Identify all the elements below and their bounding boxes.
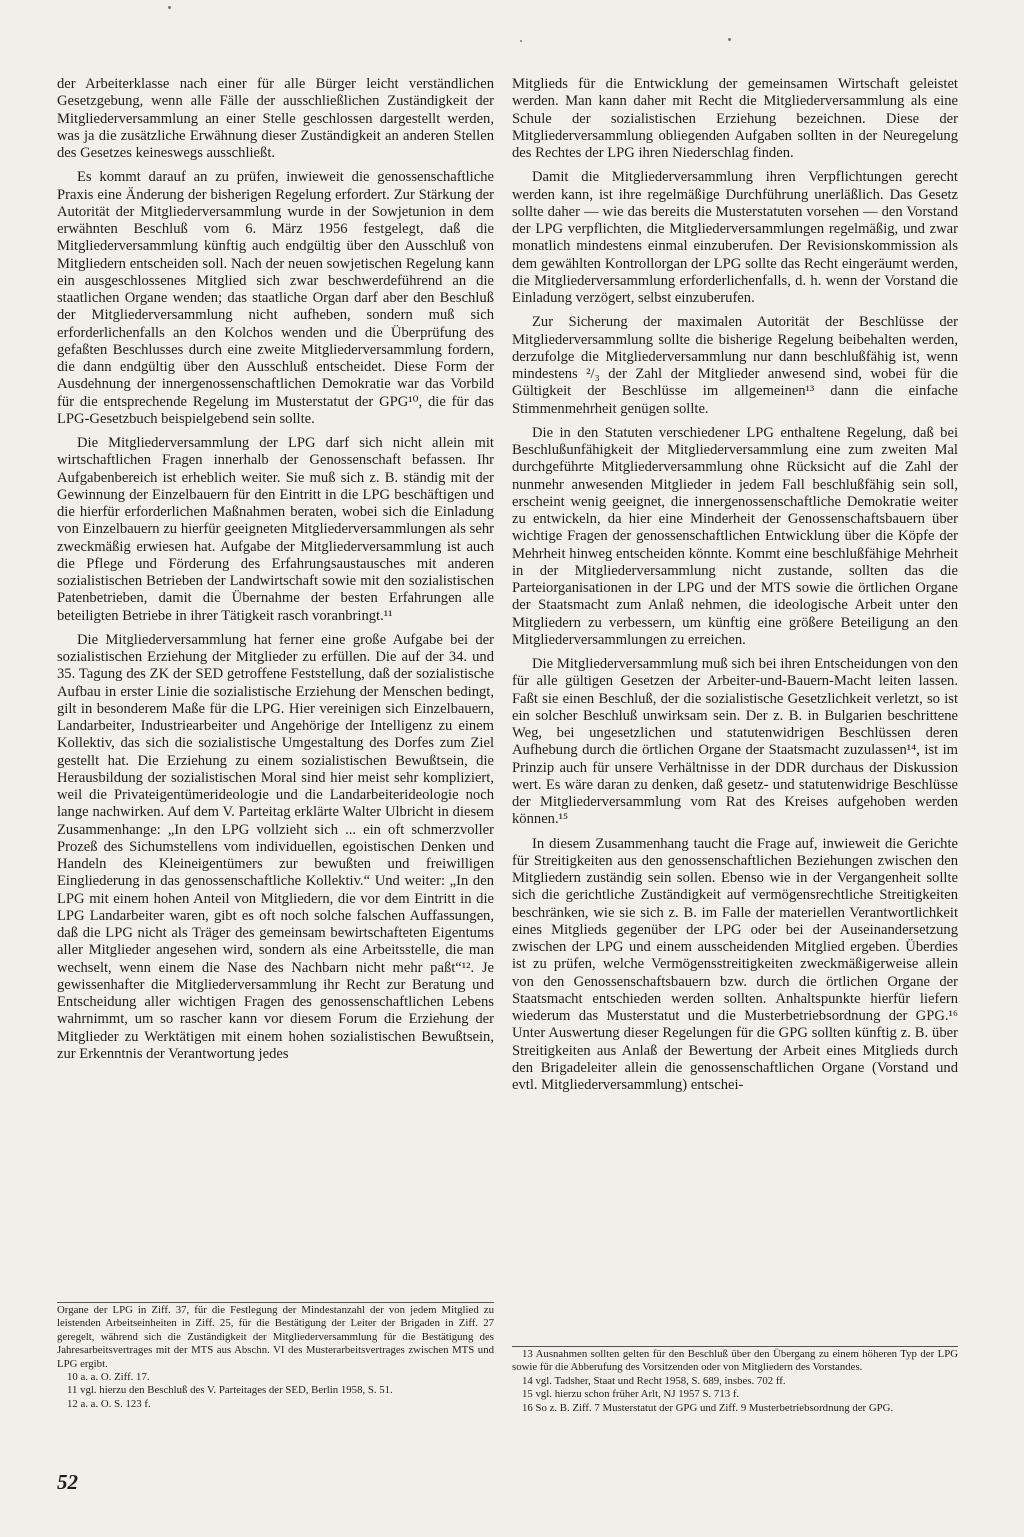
left-column xyxy=(57,76,494,1070)
paragraph: Die Mitgliederversammlung muß sich bei ihren Entscheidungen von den für alle gültigen Gesetzen der Arbeiter-und-Bauern-Macht leiten lassen. Faßt sie einen Beschluß, der die sozialistische Gesetzlichkeit verletzt, so ist ein solcher Beschluß unwirksam sein. Der z. B. in Bulgarien beschrittene Weg, bei ungesetzlichen und statutenwidrigen Beschlüssen deren Aufhebung durch die örtlichen Organe der Staatsmacht zuzulassen¹⁴, ist im Prinzip auch für unsere Verhältnisse in der DDR durchaus der Diskussion wert. Es wäre daran zu denken, daß gesetz- und statutenwidrige Beschlüsse der Mitgliederversammlung vom Rat des Kreises aufgehoben werden können.¹⁵ xyxy=(512,656,958,828)
footnote: 16 So z. B. Ziff. 7 Musterstatut der GPG und Ziff. 9 Musterbetriebsordnung der GPG. xyxy=(522,1401,894,1414)
print-speck xyxy=(728,38,731,41)
paragraph: Die Mitgliederversammlung der LPG darf sich nicht allein mit wirtschaftlichen Fragen innerhalb der Genossenschaft befassen. Ihr Aufgabenbereich ist erheblich weiter. Sie muß sich z. B. ständig mit der Gewinnung der Einzelbauern für den Eintritt in die LPG beschäftigen und die hierfür erforderlichen Maßnahmen beraten, wobei sich die Einladung von Einzelbauern zu hierfür geeigneten Mitgliederversammlungen als sehr zweckmäßig erwiesen hat. Aufgabe der Mitgliederversammlung ist auch die Pflege und Förderung des Erfahrungsaustausches mit anderen sozialistischen Betrieben der Landwirtschaft sowie mit den sozialistischen Patenbetrieben, damit die Übernahme der besten Erfahrungen alle beteiligten Betriebe in ihrer Tätigkeit rasch voranbringt.¹¹ xyxy=(57,435,494,624)
print-speck xyxy=(168,6,171,9)
page-number: 52 xyxy=(57,1470,78,1494)
paragraph: Die in den Statuten verschiedener LPG enthaltene Regelung, daß bei Beschlußunfähigkeit der Mitgliederversammlung eine zum zweiten Mal durchgeführte Mitgliederversammlung ohne Rücksicht auf die Zahl der nunmehr anwesenden Mitglieder in jedem Fall beschlußfähig sein soll, erscheint wenig geeignet, die innergenossenschaftliche Demokratie weiter zu entwickeln, da hier eine Minderheit der Genossenschaftsbauern über wichtige Fragen der genossenschaftlichen Entwicklung über die Köpfe der Mehrheit hinweg entscheiden könnte. Kommt eine beschlußfähige Mehrheit in der Mitgliederversammlung nicht zustande, sollten das die Parteiorganisationen in der LPG und der MTS sowie die örtlichen Organe der Staatsmacht zum Anlaß nehmen, die ideologische Arbeit unter den Mitgliedern zu verbessern, um künftig eine größere Beteiligung an den Mitgliederversammlungen zu erreichen. xyxy=(512,424,958,648)
footnote-divider xyxy=(57,1302,494,1303)
footnote: 12 a. a. O. S. 123 f. xyxy=(67,1397,151,1410)
footnotes-right xyxy=(512,1346,958,1415)
paragraph: Es kommt darauf an zu prüfen, inwieweit die genossenschaftliche Praxis eine Änderung der bisherigen Regelung erfordert. Zur Stärkung der Autorität der Mitgliederversammlung wurde in der Sowjetunion in dem erwähnten Beschluß vom 6. März 1956 festgelegt, daß die Mitgliederversammlung künftig auch endgültig über den Ausschluß von Mitgliedern entscheiden soll. Nach der neuen sowjetischen Regelung kann ein ausgeschlossenes Mitglied sich zwar beschwerdeführend an die staatlichen Organe wenden; das staatliche Organ darf aber den Beschluß der Mitgliederversammlung nicht aufheben, sondern muß sich erforderlichenfalls an den Kolchos wenden und die Überprüfung des gefaßten Beschlusses durch eine zweite Mitgliederversammlung fordern, die dann endgültig über den Ausschluß entscheidet. Diese Form der Ausdehnung der innergenossenschaftlichen Demokratie war das Vorbild für die entsprechende Regelung im Musterstatut der GPG¹⁰, die für das LPG-Gesetzbuch beispielgebend sein sollte. xyxy=(57,169,494,427)
footnotes-left xyxy=(57,1302,494,1411)
footnote: 14 vgl. Tadsher, Staat und Recht 1958, S. 689, insbes. 702 ff. xyxy=(522,1374,786,1387)
footnote: 10 a. a. O. Ziff. 17. xyxy=(67,1371,150,1384)
footnote: 13 Ausnahmen sollten gelten für den Beschluß über den Übergang zu einem höheren Typ der LPG sowie für die Abberufung des Vorsitzenden oder von Mitgliedern des Vorstandes. xyxy=(512,1348,958,1374)
footnote: Organe der LPG in Ziff. 37, für die Festlegung der Mindestanzahl der von jedem Mitglied zu leistenden Arbeitseinheiten in Ziff. 25, für die Bestätigung der Leiter der Brigaden in Ziff. 27 geregelt, während sich die Zuständigkeit der Mitgliederversammlung für die Bestätigung des Jahresarbeitsvertrages mit der MTS aus Abschn. VI des Musterarbeitsvertrages zwischen MTS und LPG ergibt. xyxy=(57,1304,494,1370)
footnote-divider xyxy=(512,1346,958,1347)
right-column xyxy=(512,76,958,1101)
paragraph: Zur Sicherung der maximalen Autorität der Beschlüsse der Mitgliederversammlung sollte die bisherige Regelung beibehalten werden, derzufolge die Mitgliederversammlung nur dann beschlußfähig ist, wenn mindestens ²/₃ der Zahl der Mitglieder anwesend sind, wobei für die Gültigkeit der Beschlüsse im allgemeinen¹³ dann die einfache Stimmenmehrheit genügen sollte. xyxy=(512,314,958,417)
paragraph: Damit die Mitgliederversammlung ihren Verpflichtungen gerecht werden kann, ist ihre regelmäßige Durchführung unerläßlich. Das Gesetz sollte daher — wie das bereits die Musterstatuten vorsehen — den Vorstand der LPG verpflichten, die Mitgliederversammlungen regelmäßig, und zwar monatlich mindestens einmal einzuberufen. Der Revisionskommission als dem gewählten Kontrollorgan der LPG sollte das Recht eingeräumt werden, die Mitgliederversammlung erforderlichenfalls, d. h. wenn der Vorstand die Einladung verzögert, selbst einzuberufen. xyxy=(512,169,958,306)
paragraph: In diesem Zusammenhang taucht die Frage auf, inwieweit die Gerichte für Streitigkeiten aus den genossenschaftlichen Beziehungen zwischen den Mitgliedern zuständig sein sollen. Ebenso wie in der Vergangenheit sollte sich die gerichtliche Zuständigkeit auf vermögensrechtliche Streitigkeiten beschränken, wie sie sich z. B. im Falle der materiellen Verantwortlichkeit eines Mitglieds gegenüber der LPG oder bei der Auseinandersetzung zwischen der LPG und einem ausscheidenden Mitglied ergeben. Überdies ist zu prüfen, welche Vermögensstreitigkeiten zweckmäßigerweise allein von den Genossenschaftsbauern bzw. durch die örtlichen Organe der Staatsmacht entschieden werden sollten. Anhaltspunkte hierfür liefern wiederum das Musterstatut und die Musterbetriebsordnung der GPG.¹⁶ Unter Auswertung dieser Regelungen für die GPG sollten künftig z. B. über Streitigkeiten aus Anlaß der Bewertung der Arbeit eines Mitglieds durch den Brigadeleiter allein die genossenschaftlichen Organe (Vorstand und evtl. Mitgliederversammlung) entschei- xyxy=(512,835,958,1093)
paragraph: Die Mitgliederversammlung hat ferner eine große Aufgabe bei der sozialistischen Erziehung der Mitglieder zu erfüllen. Die auf der 34. und 35. Tagung des ZK der SED getroffene Feststellung, daß der sozialistische Aufbau in erster Linie die sozialistische Erziehung der Menschen bedingt, gilt in besonderem Maße für die LPG. Hier vereinigen sich Einzelbauern, Landarbeiter, Industriearbeiter und Angehörige der Intelligenz zu einem Kollektiv, das sich die sozialistische Umgestaltung des Dorfes zum Ziel gestellt hat. Die Erziehung zu einem sozialistischen Bewußtsein, die Herausbildung der sozialistischen Moral sind hier meist sehr kompliziert, weil die Privateigentümerideologie und die Landarbeiterideologie noch lange nachwirken. Auf dem V. Parteitag erklärte Walter Ulbricht in diesem Zusammenhange: „In den LPG vollzieht sich ... ein oft schmerzvoller Prozeß des Sichumstellens vom individuellen, egoistischen Denken und Handeln des Kleineigentümers zur bewußten und freiwilligen Eingliederung in das genossenschaftliche Kollektiv.“ Und weiter: „In den LPG mit einem hohen Anteil von Mitgliedern, die vor dem Eintritt in die LPG Landarbeiter waren, gibt es oft noch solche falschen Auffassungen, daß die LPG nicht als Träger des gemeinsam bewirtschafteten Eigentums aller Mitglieder angesehen wird, sondern als eine Arbeitsstelle, die man wechselt, wenn einem die Nase des Nachbarn nicht mehr paßt“¹². Je gewissenhafter die Mitgliederversammlung ihr Recht zur Beratung und Entscheidung aller wichtigen Fragen des genossenschaftlichen Lebens wahrnimmt, um so rascher kann vor diesem Forum die Erziehung der Mitglieder zu Werktätigen mit einem hohen sozialistischen Bewußtsein, zur Erkenntnis der Verantwortung jedes xyxy=(57,631,494,1062)
paragraph: Mitglieds für die Entwicklung der gemeinsamen Wirtschaft geleistet werden. Man kann daher mit Recht die Mitgliederversammlung als eine Schule der sozialistischen Erziehung bezeichnen. Diese der Mitgliederversammlung obliegenden Aufgaben sollten in der Neuregelung des Rechtes der LPG ihren Niederschlag finden. xyxy=(512,76,958,161)
footnote: 15 vgl. hierzu schon früher Arlt, NJ 1957 S. 713 f. xyxy=(522,1388,740,1401)
paragraph: der Arbeiterklasse nach einer für alle Bürger leicht verständlichen Gesetzgebung, wenn alle Fälle der ausschließlichen Zuständigkeit der Mitgliederversammlung an einer Stelle geschlossen dargestellt werden, was ja die zusätzliche Erwähnung dieser Zuständigkeit an anderen Stellen des Gesetzes keineswegs ausschließt. xyxy=(57,76,494,161)
print-speck xyxy=(520,40,522,42)
footnote: 11 vgl. hierzu den Beschluß des V. Parteitages der SED, Berlin 1958, S. 51. xyxy=(67,1384,393,1397)
